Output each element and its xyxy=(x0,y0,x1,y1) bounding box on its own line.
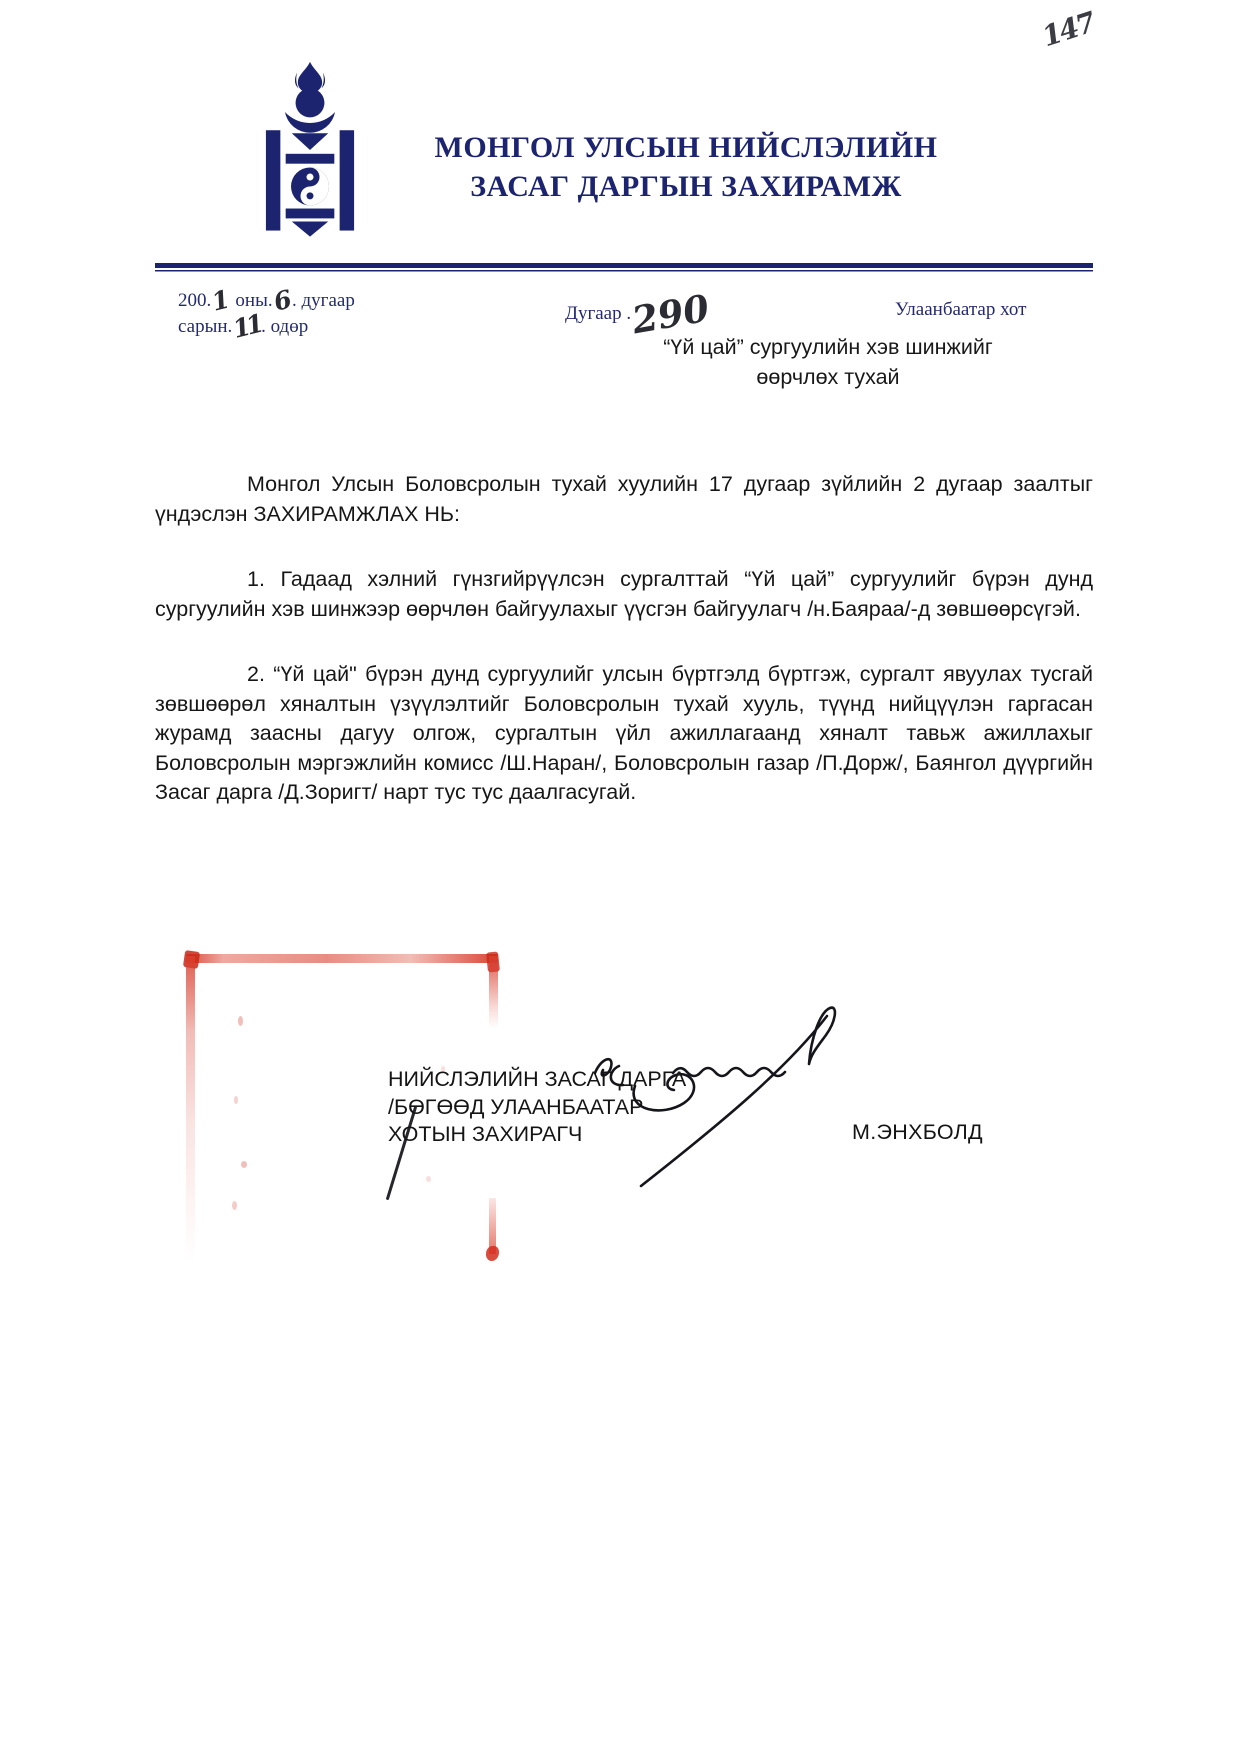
stamp-ink-blob xyxy=(486,1246,499,1261)
subject-heading xyxy=(618,332,1038,392)
stamp-right-lower-edge xyxy=(489,1198,496,1254)
document-title xyxy=(408,128,964,206)
decree-item-1: 1. Гадаад хэлний гүнзгийрүүлсэн сургалттай “Үй цай” сургуулийг бүрэн дунд сургуулийн хэв шинжээр өөрчлөн байгуулахыг үүсгэн байгуулагч /н.Баяраа/-д зөвшөөрсүгэй. xyxy=(155,567,1093,621)
date-block xyxy=(178,284,355,344)
signatory-name: М.ЭНХБОЛД xyxy=(852,1120,983,1144)
handwritten-page-number: 147 xyxy=(1038,5,1099,54)
handwritten-month: 6 xyxy=(270,284,295,317)
date-line2: сарын.11. одөр xyxy=(178,309,309,344)
signatory-title-line3: ХОТЫН ЗАХИРАГЧ xyxy=(388,1122,583,1146)
handwritten-year: 1 xyxy=(209,284,233,317)
subject-line1: “Үй цай” сургуулийн хэв шинжийг xyxy=(663,335,993,359)
signatory-title-block xyxy=(388,1066,686,1149)
document-title-line2: ЗАСАГ ДАРГЫН ЗАХИРАМЖ xyxy=(470,170,902,203)
signatory-title-line1: НИЙСЛЭЛИЙН ЗАСАГ ДАРГА xyxy=(388,1067,687,1091)
stamp-top-edge xyxy=(186,954,498,963)
decree-intro-paragraph: Монгол Улсын Боловсролын тухай хуулийн 17 дугаар зүйлийн 2 дугаар заалтыг үндэслэн ЗАХИРАМЖЛАХ НЬ: xyxy=(155,472,1093,526)
decree-number-label: Дугаар . xyxy=(565,303,632,324)
soyombo-emblem-icon xyxy=(234,60,386,240)
city-label: Улаанбаатар хот xyxy=(895,299,1027,320)
date-line1: 200.1 оны.6. дугаар xyxy=(178,284,355,317)
decree-body xyxy=(155,470,1093,808)
document-title-line1: МОНГОЛ УЛСЫН НИЙСЛЭЛИЙН xyxy=(434,131,938,164)
header-divider xyxy=(155,263,1093,273)
handwritten-day: 11 xyxy=(230,309,264,344)
decree-item-2: 2. “Үй цай" бүрэн дунд сургуулийг улсын бүртгэлд бүртгэж, сургалт явуулах тусгай зөвшөөрөл хяналтын үзүүлэлтийг Боловсролын тухай хууль, түүнд нийцүүлэн гаргасан журамд заасны дагуу олгож, сургалтын үйл ажиллагаанд хяналт тавьж ажиллахыг Боловсролын мэргэжлийн комисс /Ш.Наран/, Боловсролын газар /П.Дорж/, Баянгол дүүргийн Засаг дарга /Д.Зоригт/ нарт тус тус даалгасугай. xyxy=(155,662,1093,804)
decree-number xyxy=(565,285,713,343)
signatory-title-line2: /БӨГӨӨД УЛААНБААТАР xyxy=(388,1094,644,1119)
stamp-left-edge xyxy=(186,956,195,1261)
stamp-right-edge xyxy=(489,956,498,1028)
handwritten-decree-number: 290 xyxy=(628,285,713,343)
subject-line2: өөрчлөх тухай xyxy=(756,365,900,389)
